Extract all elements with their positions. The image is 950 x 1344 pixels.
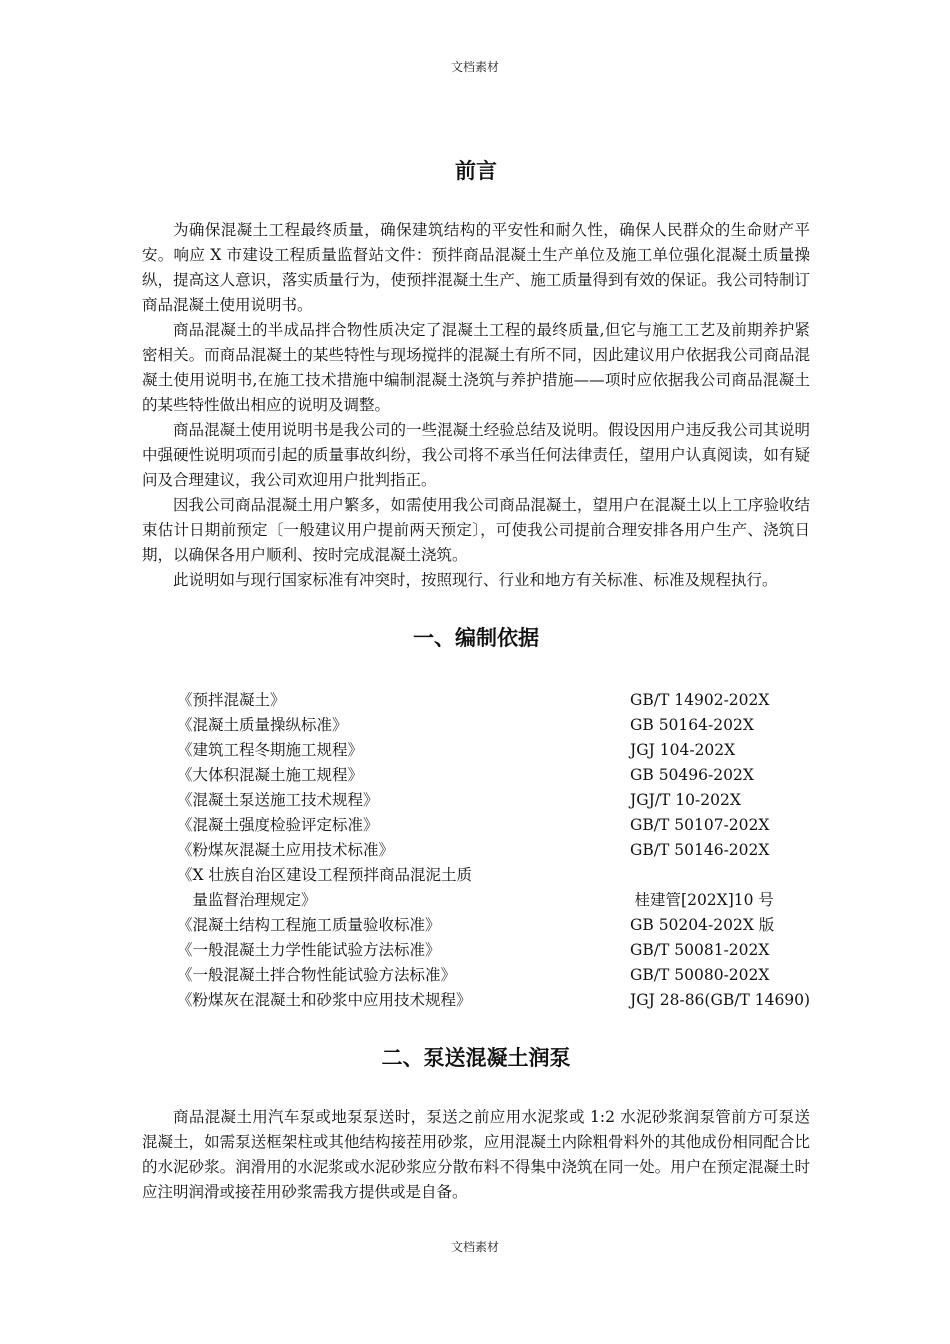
reference-name: 量监督治理规定》	[192, 891, 317, 909]
reference-item	[177, 813, 817, 838]
paragraph: 商品混凝土的半成品拌合物性质决定了混凝土工程的最终质量,但它与施工工艺及前期养护紧密相关。而商品混凝土的某些特性与现场搅拌的混凝土有所不同，因此建议用户依据我公司商品混凝土使用说明书,在施工技术措施中编制混凝土浇筑与养护措施——项时应依据我公司商品混凝土的某些特性做出相应的说明及调整。	[142, 321, 810, 414]
paragraph: 此说明如与现行国家标准有冲突时，按照现行、行业和地方有关标准、标准及规程执行。	[173, 571, 778, 589]
paragraph: 商品混凝土使用说明书是我公司的一些混凝土经验总结及说明。假设因用户违反我公司其说明中强硬性说明项而引起的质量事故纠纷，我公司将不承当任何法律责任，望用户认真阅读，如有疑问及合理建议，我公司欢迎用户批判指正。	[142, 421, 810, 489]
preface-title: 前言	[455, 159, 497, 183]
reference-name: 《建筑工程冬期施工规程》	[177, 741, 364, 759]
reference-name: 《X 壮族自治区建设工程预拌商品混泥土质	[177, 866, 472, 884]
reference-list	[177, 688, 817, 1013]
reference-name: 《一般混凝土力学性能试验方法标准》	[177, 941, 441, 959]
reference-code: GB 50164-202X	[630, 716, 754, 734]
reference-name: 《混凝土强度检验评定标准》	[177, 816, 379, 834]
reference-item	[177, 913, 817, 938]
reference-code	[630, 863, 817, 888]
reference-name: 《混凝土泵送施工技术规程》	[177, 791, 379, 809]
reference-name: 《粉煤灰混凝土应用技术标准》	[177, 841, 395, 859]
reference-item	[177, 788, 817, 813]
reference-item	[177, 863, 817, 888]
reference-item	[177, 688, 817, 713]
reference-item	[177, 763, 817, 788]
reference-code: 桂建管[202X]10 号	[634, 891, 774, 909]
reference-item	[177, 838, 817, 863]
page-footer-mark: 文档素材	[450, 1240, 499, 1254]
reference-code: GB/T 50107-202X	[630, 816, 770, 834]
paragraph: 为确保混凝土工程最终质量，确保建筑结构的平安性和耐久性，确保人民群众的生命财产平安。响应 X 市建设工程质量监督站文件：预拌商品混凝土生产单位及施工单位强化混凝土质量操纵，提高这人意识，落实质量行为，使预拌混凝土生产、施工质量得到有效的保证。我公司特制订商品混凝土使用说明书。	[142, 221, 810, 314]
reference-code: JGJ 28-86(GB/T 14690)	[630, 991, 811, 1009]
reference-item	[177, 738, 817, 763]
reference-name: 《预拌混凝土》	[177, 691, 286, 709]
reference-code: JGJ/T 10-202X	[630, 791, 741, 809]
reference-code: GB/T 50146-202X	[630, 841, 770, 859]
page-header-mark: 文档素材	[450, 60, 499, 74]
pumping-text	[142, 1105, 810, 1205]
basis-title: 一、编制依据	[413, 626, 539, 650]
reference-name: 《大体积混凝土施工规程》	[177, 766, 364, 784]
reference-code: GB/T 50080-202X	[630, 966, 770, 984]
reference-item	[177, 938, 817, 963]
paragraph: 商品混凝土用汽车泵或地泵泵送时，泵送之前应用水泥浆或 1:2 水泥砂浆润泵管前方可泵送混凝土，如需泵送框架柱或其他结构接茬用砂浆，应用混凝土内除粗骨料外的其他成份相同配合比的水泥砂浆。润滑用的水泥浆或水泥砂浆应分散布料不得集中浇筑在同一处。用户在预定混凝土时应注明润滑或接茬用砂浆需我方提供或是自备。	[142, 1108, 810, 1201]
reference-name: 《混凝土质量操纵标准》	[177, 716, 348, 734]
preface-text	[142, 218, 810, 593]
reference-code: GB 50496-202X	[630, 766, 754, 784]
reference-name: 《粉煤灰在混凝土和砂浆中应用技术规程》	[177, 991, 472, 1009]
reference-name: 《一般混凝土拌合物性能试验方法标准》	[177, 966, 457, 984]
pumping-title: 二、泵送混凝土润泵	[381, 1046, 571, 1070]
reference-code: JGJ 104-202X	[630, 741, 736, 759]
reference-name: 《混凝土结构工程施工质量验收标准》	[177, 916, 441, 934]
paragraph: 因我公司商品混凝土用户繁多，如需使用我公司商品混凝土，望用户在混凝土以上工序验收结束估计日期前预定〔一般建议用户提前两天预定〕，可使我公司提前合理安排各用户生产、浇筑日期，以确保各用户顺利、按时完成混凝土浇筑。	[142, 496, 810, 564]
reference-item	[177, 888, 817, 913]
reference-code: GB 50204-202X 版	[630, 916, 775, 934]
reference-code: GB/T 14902-202X	[630, 691, 770, 709]
reference-item	[177, 713, 817, 738]
reference-item	[177, 963, 817, 988]
reference-item	[177, 988, 817, 1013]
reference-code: GB/T 50081-202X	[630, 941, 770, 959]
